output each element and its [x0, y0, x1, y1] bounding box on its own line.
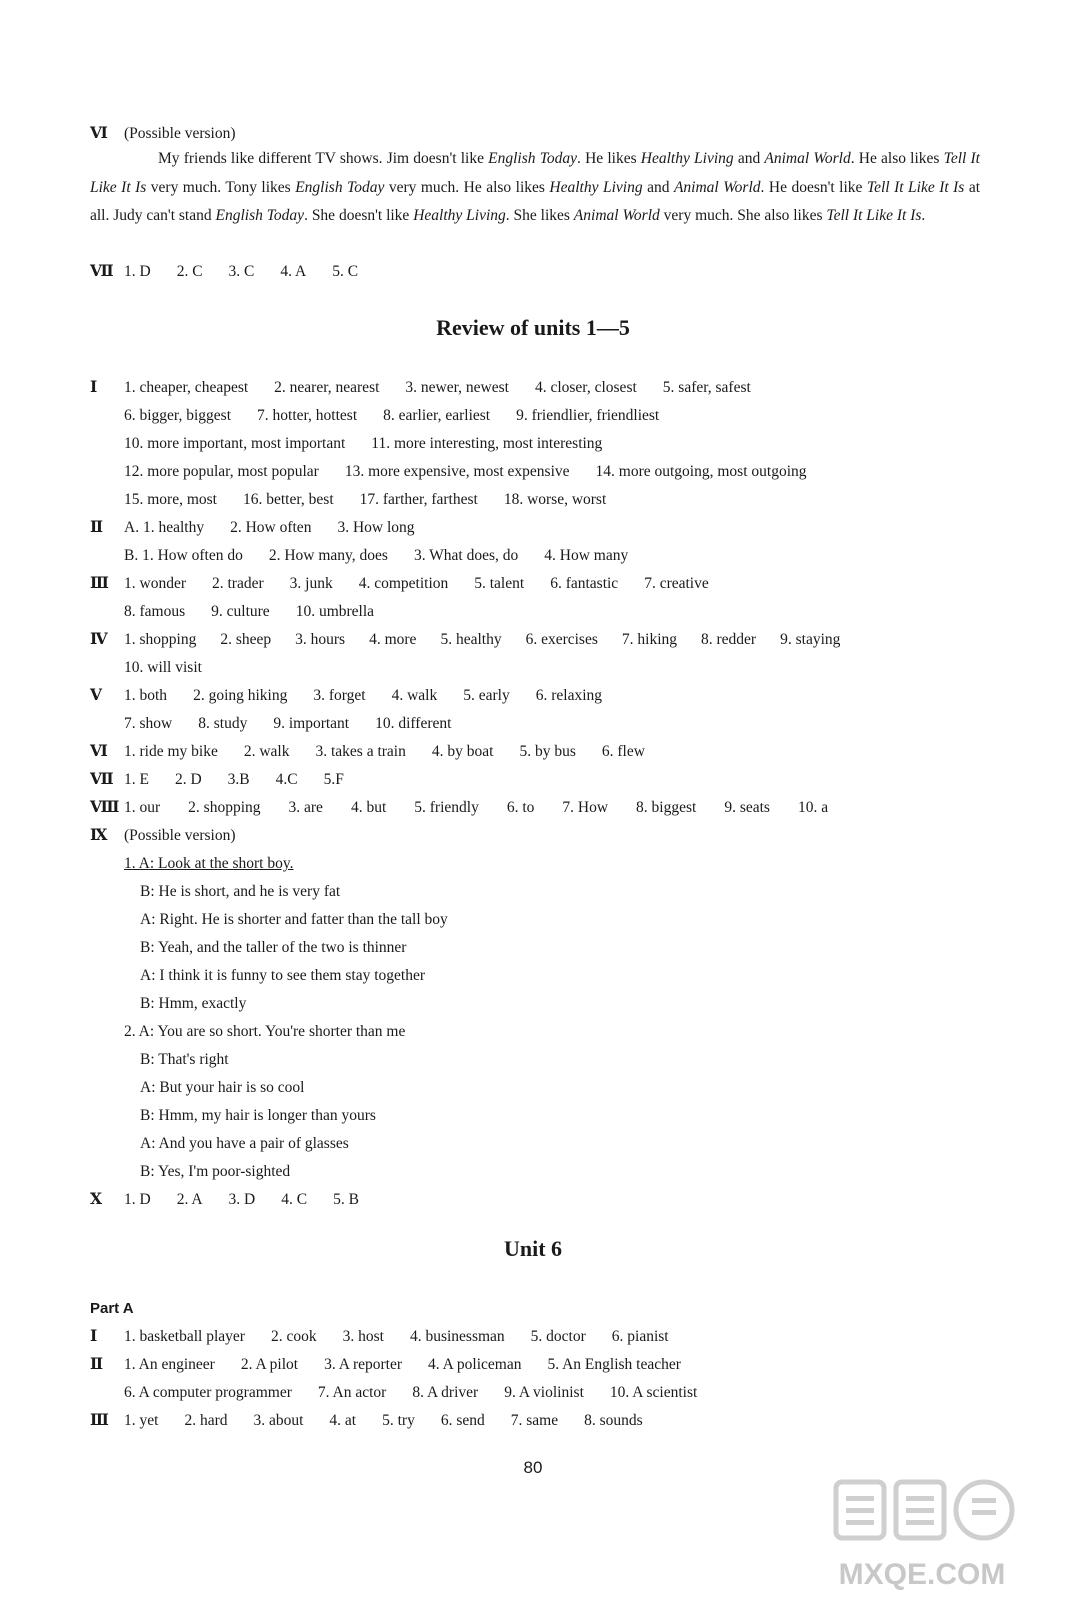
answer-text: 1. our — [124, 799, 161, 816]
answer-text: B: He is short, and he is very fat — [140, 883, 341, 900]
answer-text: (Possible version) — [124, 827, 236, 844]
answer-text: English Today — [295, 178, 385, 196]
answer-text: 2. cook — [270, 1328, 317, 1345]
answer-content — [124, 710, 477, 738]
answer-text: 2. going hiking — [193, 687, 288, 704]
section-number: Ⅱ — [90, 1356, 104, 1373]
answer-text: 4. C — [281, 1191, 308, 1208]
answer-text: 2. nearer, nearest — [274, 379, 380, 396]
answer-text: B: Hmm, exactly — [140, 995, 247, 1012]
answer-content — [124, 514, 441, 542]
answer-text: 15. more, most — [124, 491, 217, 508]
answer-text: Animal World — [764, 150, 851, 167]
answer-text: 5. doctor — [530, 1328, 586, 1345]
answer-text: . She likes — [505, 207, 574, 224]
answer-text: 3. are — [288, 799, 323, 816]
answer-text: very much. He also likes — [384, 178, 550, 196]
answer-text: very much. Tony likes — [146, 178, 296, 196]
answer-text: Tell It Like It Is — [90, 150, 980, 196]
section-number: Ⅶ — [90, 771, 114, 788]
answer-text: My friends like different TV shows. Jim doesn't like — [158, 150, 489, 167]
answer-text: 3. How long — [337, 519, 415, 536]
answer-text: 2. shopping — [188, 799, 261, 816]
answer-text: 7. same — [510, 1412, 559, 1429]
answer-text: 3.B — [227, 771, 250, 788]
answer-content — [124, 1407, 669, 1435]
answer-text: 2. A — [176, 1191, 203, 1208]
answer-text: . She doesn't like — [304, 207, 414, 224]
answer-text: 3. junk — [289, 575, 333, 592]
answer-text: . He likes — [577, 150, 641, 167]
section-number: Ⅰ — [90, 379, 98, 396]
answer-text: 2. C — [176, 263, 203, 280]
answer-content — [124, 402, 685, 430]
answer-text: 6. to — [506, 799, 535, 816]
answer-text: 12. more popular, most popular — [124, 463, 319, 480]
answer-text: 1. yet — [124, 1412, 159, 1429]
answer-text: 1. D — [124, 263, 151, 280]
review-heading: Review of units 1—5 — [436, 315, 630, 340]
answer-text: 5. An English teacher — [547, 1356, 681, 1373]
section-number: Ⅵ — [90, 125, 108, 142]
answer-text: Healthy Living — [640, 150, 734, 167]
answer-text: . He also likes — [850, 150, 944, 167]
answer-text: 4. businessman — [409, 1328, 505, 1345]
answer-text: 9. culture — [211, 603, 270, 620]
answer-text: A: And you have a pair of glasses — [140, 1135, 349, 1152]
answer-text: A. 1. healthy — [124, 519, 205, 536]
answer-text: 16. better, best — [243, 491, 334, 508]
section-number: Ⅲ — [90, 1412, 109, 1429]
answer-text: and — [733, 150, 765, 167]
answer-text: 4. walk — [391, 687, 438, 704]
answer-text: 3. D — [228, 1191, 256, 1208]
answer-text: 2. How often — [230, 519, 312, 536]
essay-text — [90, 145, 980, 231]
answer-text: 7. An actor — [317, 1384, 387, 1401]
answer-content — [124, 1186, 385, 1214]
answer-text: 6. exercises — [525, 631, 598, 648]
answer-text: 5. safer, safest — [662, 379, 751, 396]
answer-text: 3. C — [228, 263, 255, 280]
answer-text: 10. a — [797, 799, 829, 816]
answer-content — [124, 682, 628, 710]
answer-text: 5. talent — [474, 575, 525, 592]
answer-text: 8. biggest — [636, 799, 697, 816]
answer-text: 5. early — [463, 687, 510, 704]
answer-text: 1. An engineer — [124, 1356, 215, 1373]
answer-text: 10. different — [375, 715, 452, 732]
answer-content — [124, 1323, 695, 1351]
answer-text: 10. A scientist — [609, 1384, 698, 1401]
answer-text: 1. D — [124, 1191, 151, 1208]
answer-content — [124, 654, 228, 682]
answer-text: very much. She also likes — [659, 207, 827, 224]
answer-text: 2. D — [174, 771, 202, 788]
answer-content — [124, 766, 370, 794]
answer-text: 4. at — [329, 1412, 357, 1429]
answer-text: 11. more interesting, most interesting — [371, 435, 603, 452]
answer-text: 7. hotter, hottest — [257, 407, 358, 424]
answer-text: at all. Judy can't stand — [90, 178, 981, 224]
answer-text: 14. more outgoing, most outgoing — [595, 463, 807, 480]
answer-text: 8. study — [198, 715, 248, 732]
answer-text: 3. takes a train — [315, 743, 406, 760]
answer-text: 2. hard — [184, 1412, 228, 1429]
section-label: (Possible version) — [124, 125, 236, 142]
answer-text: 8. redder — [701, 631, 757, 648]
answer-text: 5. B — [333, 1191, 359, 1208]
answer-text: 4. more — [369, 631, 417, 648]
answer-content — [124, 430, 628, 458]
answer-text: 8. earlier, earliest — [383, 407, 491, 424]
answer-text: 2. How many, does — [268, 547, 388, 564]
answer-text: 3. hours — [295, 631, 346, 648]
answer-text: 8. famous — [124, 603, 186, 620]
answer-text: 2. sheep — [220, 631, 272, 648]
answer-text: 1. A: Look at the short boy. — [124, 855, 294, 872]
answer-text: and — [642, 178, 674, 196]
answer-text: Healthy Living — [413, 207, 506, 224]
answer-text: A: Right. He is shorter and fatter than the tall boy — [140, 911, 448, 928]
answer-text: 3. A reporter — [324, 1356, 403, 1373]
answer-text: 9. staying — [780, 631, 841, 648]
answer-content — [124, 570, 735, 598]
answer-content — [124, 1351, 707, 1379]
answer-text: B: Yeah, and the taller of the two is thinner — [140, 939, 407, 956]
answer-text: A: But your hair is so cool — [140, 1079, 305, 1096]
answer-text: 8. sounds — [584, 1412, 643, 1429]
essay-paragraph — [90, 145, 980, 231]
answer-text: English Today — [215, 207, 305, 224]
answer-text: 3. What does, do — [413, 547, 519, 564]
answer-text: 5. by bus — [519, 743, 576, 760]
answer-text: 5. C — [332, 263, 359, 280]
section-number: Ⅶ — [90, 263, 114, 280]
answer-text: B: Yes, I'm poor-sighted — [140, 1163, 291, 1180]
answer-text: 3. about — [253, 1412, 304, 1429]
answer-text: Tell It Like It Is — [866, 178, 965, 196]
answer-text: 7. hiking — [621, 631, 678, 648]
section-number: Ⅹ — [90, 1191, 103, 1208]
answer-text: Animal World — [573, 207, 660, 224]
answer-text: 18. worse, worst — [503, 491, 607, 508]
answer-content — [124, 738, 671, 766]
watermark-text: MXQE.COM — [838, 1558, 1006, 1591]
answer-text: 7. creative — [644, 575, 709, 592]
answer-text: 3. newer, newest — [405, 379, 509, 396]
section-number: Ⅳ — [90, 631, 108, 648]
answer-text: 1. wonder — [124, 575, 186, 592]
section-number: Ⅴ — [90, 687, 103, 704]
answer-text: 1. ride my bike — [124, 743, 218, 760]
answer-text: . He doesn't like — [760, 178, 867, 196]
section-number: Ⅱ — [90, 519, 104, 536]
answer-text: B. 1. How often do — [124, 547, 243, 564]
answer-text: . — [921, 207, 926, 224]
answer-text: 2. walk — [243, 743, 290, 760]
answer-text: 5. try — [382, 1412, 415, 1429]
answer-text: 4. closer, closest — [534, 379, 637, 396]
answer-content — [124, 542, 654, 570]
answer-text: 7. How — [562, 799, 609, 816]
page-number: 80 — [523, 1458, 543, 1477]
answer-content — [124, 486, 632, 514]
answer-text: Tell It Like It Is — [826, 207, 922, 224]
answer-text: 6. bigger, biggest — [124, 407, 232, 424]
answer-text: 9. A violinist — [504, 1384, 584, 1401]
dialogue-1-line — [124, 850, 293, 878]
answer-text: 1. cheaper, cheapest — [124, 379, 249, 396]
answer-text: 9. seats — [724, 799, 770, 816]
answer-text: 2. trader — [212, 575, 264, 592]
answer-text: B: Hmm, my hair is longer than yours — [140, 1107, 376, 1124]
answer-text: English Today — [488, 150, 578, 167]
answer-content — [124, 374, 777, 402]
answer-text: 8. A driver — [412, 1384, 479, 1401]
answer-text: 6. flew — [601, 743, 645, 760]
answer-text: 17. farther, farthest — [359, 491, 478, 508]
answer-text: 3. host — [342, 1328, 384, 1345]
answer-text: 6. relaxing — [535, 687, 603, 704]
answer-text: 4. competition — [358, 575, 449, 592]
answer-content — [124, 1379, 723, 1407]
answer-text: 4. A policeman — [428, 1356, 522, 1373]
section-number: Ⅵ — [90, 743, 108, 760]
section-number: Ⅷ — [90, 799, 120, 816]
answer-list — [124, 258, 384, 286]
answer-text: 2. A pilot — [240, 1356, 299, 1373]
answer-text: 4. How many — [544, 547, 629, 564]
watermark-logo-icon — [824, 1476, 1020, 1594]
section-number: Ⅰ — [90, 1328, 98, 1345]
answer-text: 6. send — [440, 1412, 485, 1429]
answer-text: 6. fantastic — [550, 575, 619, 592]
answer-text: Healthy Living — [549, 178, 643, 196]
answer-text: 6. pianist — [611, 1328, 669, 1345]
answer-text: 1. E — [124, 771, 149, 788]
answer-text: 4. but — [350, 799, 387, 816]
answer-text: 3. forget — [313, 687, 366, 704]
answer-content — [124, 794, 828, 822]
answer-text: 6. A computer programmer — [124, 1384, 292, 1401]
answer-text: 5. healthy — [440, 631, 502, 648]
answer-text: A: I think it is funny to see them stay together — [140, 967, 425, 984]
answer-text: 1. basketball player — [124, 1328, 245, 1345]
answer-text: 4.C — [275, 771, 298, 788]
answer-text: 1. shopping — [124, 631, 197, 648]
answer-content — [124, 626, 840, 654]
answer-text: 1. both — [124, 687, 168, 704]
answer-text: 10. umbrella — [295, 603, 375, 620]
answer-content — [124, 458, 833, 486]
answer-text: 13. more expensive, most expensive — [344, 463, 570, 480]
answer-text: 5.F — [323, 771, 344, 788]
answer-text: 9. important — [273, 715, 350, 732]
section-number: Ⅸ — [90, 827, 108, 844]
answer-text: 4. by boat — [431, 743, 494, 760]
answer-text: 5. friendly — [414, 799, 479, 816]
answer-text: 4. A — [280, 263, 307, 280]
answer-text: 10. more important, most important — [124, 435, 346, 452]
answer-text: 2. A: You are so short. You're shorter than me — [124, 1023, 406, 1040]
answer-content — [124, 598, 400, 626]
answer-text: 7. show — [124, 715, 173, 732]
unit-heading: Unit 6 — [503, 1236, 563, 1261]
answer-text: B: That's right — [140, 1051, 229, 1068]
answer-text: Animal World — [673, 178, 761, 196]
answer-text: 9. friendlier, friendliest — [516, 407, 660, 424]
answer-text: 10. will visit — [124, 659, 202, 676]
part-heading: Part A — [90, 1300, 134, 1317]
section-number: Ⅲ — [90, 575, 109, 592]
